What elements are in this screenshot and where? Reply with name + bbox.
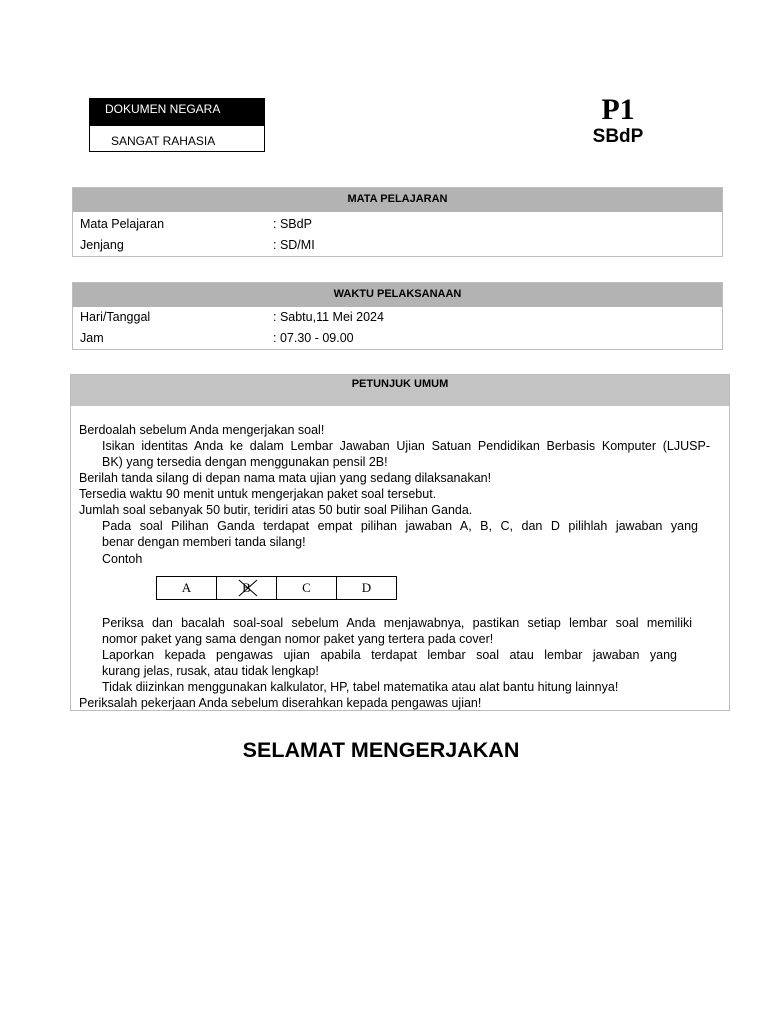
answer-option-label: B <box>242 580 251 595</box>
answer-option <box>277 577 337 599</box>
instruction-line: Periksalah pekerjaan Anda sebelum diserahkan kepada pengawas ujian! <box>79 696 482 710</box>
cross-mark-icon <box>237 578 259 598</box>
instruction-line: kurang jelas, rusak, atau tidak lengkap! <box>102 664 319 678</box>
row-label: Mata Pelajaran <box>80 217 165 231</box>
answer-option <box>337 577 396 599</box>
answer-option-label: D <box>361 580 372 595</box>
instruction-line: Contoh <box>102 552 143 566</box>
waktu-pelaksanaan-table <box>72 282 723 350</box>
row-value: : SD/MI <box>273 238 315 252</box>
instruction-line: Tersedia waktu 90 menit untuk mengerjakan paket soal tersebut. <box>79 487 437 501</box>
instruction-line: Berdoalah sebelum Anda mengerjakan soal! <box>79 423 325 437</box>
answer-option <box>157 577 217 599</box>
mata-pelajaran-header: MATA PELAJARAN <box>73 188 722 212</box>
answer-option-label: C <box>302 580 311 595</box>
petunjuk-umum-box <box>70 374 730 711</box>
classification-stamp <box>89 98 265 152</box>
instruction-line: Periksa dan bacalah soal-soal sebelum Anda menjawabnya, pastikan setiap lembar soal memiliki <box>102 616 692 630</box>
row-label: Jam <box>80 331 104 345</box>
waktu-header: WAKTU PELAKSANAAN <box>73 283 722 307</box>
example-answer-row <box>156 576 397 600</box>
mata-pelajaran-table <box>72 187 723 257</box>
row-value: : 07.30 - 09.00 <box>273 331 354 345</box>
instruction-line: Laporkan kepada pengawas ujian apabila terdapat lembar soal atau lembar jawaban yang <box>102 648 677 662</box>
petunjuk-header: PETUNJUK UMUM <box>71 375 729 406</box>
instruction-line: Berilah tanda silang di depan nama mata ujian yang sedang dilaksanakan! <box>79 471 492 485</box>
instruction-line: nomor paket yang sama dengan nomor paket yang tertera pada cover! <box>102 632 494 646</box>
stamp-bottom-text: SANGAT RAHASIA <box>111 134 216 148</box>
answer-option-marked <box>217 577 277 599</box>
instruction-line: Pada soal Pilihan Ganda terdapat empat pilihan jawaban A, B, C, dan D pilihlah jawaban yang <box>102 519 698 533</box>
table-row <box>73 214 722 235</box>
table-row <box>73 235 722 256</box>
table-row <box>73 307 722 328</box>
subject-code: SBdP <box>592 126 644 147</box>
row-label: Hari/Tanggal <box>80 310 151 324</box>
stamp-top-text: DOKUMEN NEGARA <box>90 99 264 126</box>
row-label: Jenjang <box>80 238 124 252</box>
paket-code <box>588 93 648 147</box>
paket-number: P1 <box>601 93 635 126</box>
table-row <box>73 328 722 349</box>
closing-text: SELAMAT MENGERJAKAN <box>242 738 520 762</box>
instruction-line: BK) yang tersedia dengan menggunakan pensil 2B! <box>102 455 388 469</box>
instruction-line: Isikan identitas Anda ke dalam Lembar Jawaban Ujian Satuan Pendidikan Berbasis Komputer (LJUSP- <box>102 439 710 453</box>
answer-option-label: A <box>181 580 192 595</box>
row-value: : SBdP <box>273 217 312 231</box>
row-value: : Sabtu,11 Mei 2024 <box>273 310 384 324</box>
instruction-line: Tidak diizinkan menggunakan kalkulator, HP, tabel matematika atau alat bantu hitung lainnya! <box>102 680 619 694</box>
instruction-line: Jumlah soal sebanyak 50 butir, teridiri atas 50 butir soal Pilihan Ganda. <box>79 503 473 517</box>
instruction-line: benar dengan memberi tanda silang! <box>102 535 306 549</box>
